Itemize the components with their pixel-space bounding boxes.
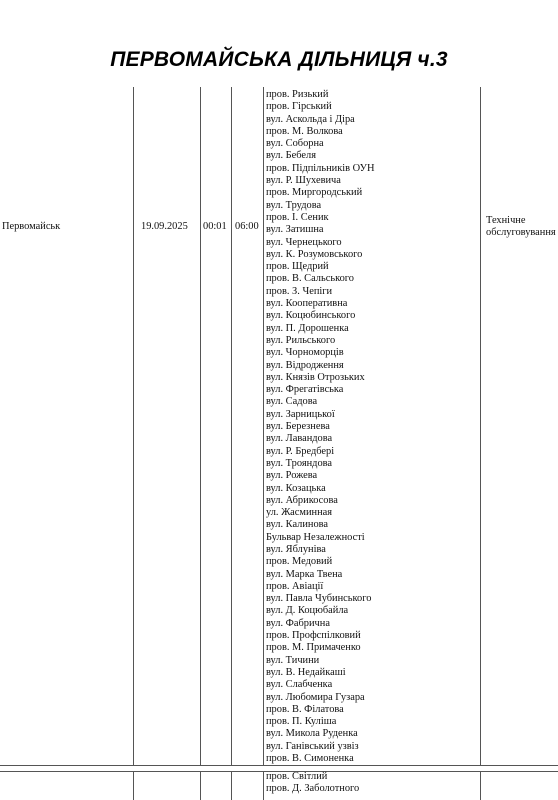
- street-item: вул. Трояндова: [266, 457, 333, 469]
- street-item: вул. Рильського: [266, 334, 336, 346]
- street-item: пров. Авіації: [266, 580, 324, 592]
- street-item: вул. Калинова: [266, 519, 329, 531]
- street-item: вул. Яблуніва: [266, 543, 326, 555]
- settlement-cell: Первомайськ: [2, 221, 61, 232]
- column-border: [231, 771, 232, 800]
- street-item: пров. Медовий: [266, 556, 333, 568]
- street-item: вул. П. Дорошенка: [266, 322, 349, 334]
- street-item: пров. В. Симоненка: [266, 753, 354, 765]
- street-item: вул. Чорноморців: [266, 347, 344, 359]
- street-item: вул. Тичини: [266, 654, 320, 666]
- street-item: вул. Трудова: [266, 199, 322, 211]
- street-item: вул. Р. Бредбері: [266, 445, 335, 457]
- street-item: вул. Марка Твена: [266, 568, 343, 580]
- street-item: вул. Микола Руденка: [266, 728, 358, 740]
- next-row-streets-list: [266, 771, 359, 796]
- street-item: вул. Абрикосова: [266, 494, 338, 506]
- street-item: вул. Кооперативна: [266, 298, 348, 310]
- column-border: [480, 771, 481, 800]
- street-item: вул. Затишна: [266, 224, 324, 236]
- street-item: вул. Чернецького: [266, 236, 342, 248]
- street-item: пров. В. Сальського: [266, 273, 355, 285]
- street-item: пров. Миргородський: [266, 187, 363, 199]
- street-item: вул. Павла Чубинського: [266, 593, 372, 605]
- column-border: [133, 771, 134, 800]
- street-item: вул. Бебеля: [266, 150, 316, 162]
- street-item: пров. М. Примаченко: [266, 642, 361, 654]
- street-item: вул. Зарницької: [266, 408, 335, 420]
- column-border: [133, 87, 134, 765]
- street-item: пров. П. Куліша: [266, 716, 337, 728]
- street-item: вул. Р. Шухевича: [266, 175, 341, 187]
- street-item: вул. Козацька: [266, 482, 326, 494]
- street-item: вул. Фрегатівська: [266, 384, 344, 396]
- column-border: [263, 771, 264, 800]
- street-item: вул. В. Недайкаші: [266, 666, 346, 678]
- street-item: вул. Любомира Гузара: [266, 691, 365, 703]
- street-item: Бульвар Незалежності: [266, 531, 365, 543]
- street-item: пров. Підпільників ОУН: [266, 162, 375, 174]
- column-border: [231, 87, 232, 765]
- street-item: вул. Відродження: [266, 359, 344, 371]
- street-item: вул. Д. Коцюбайла: [266, 605, 349, 617]
- street-item: вул. Садова: [266, 396, 318, 408]
- street-item: пров. З. Чепіги: [266, 285, 333, 297]
- street-item: пров. Гірський: [266, 101, 332, 113]
- street-item: вул. Соборна: [266, 138, 324, 150]
- column-border: [480, 87, 481, 765]
- street-item: вул. Коцюбинського: [266, 310, 356, 322]
- column-border: [200, 771, 201, 800]
- street-item: вул. Князів Отрозьких: [266, 371, 365, 383]
- street-item: пров. Ризький: [266, 89, 329, 100]
- time-to-cell: 06:00: [235, 221, 259, 232]
- street-item: вул. Рожева: [266, 470, 318, 482]
- column-border: [263, 87, 264, 765]
- street-item: пров. Профспілковий: [266, 630, 361, 642]
- street-item: пров. М. Волкова: [266, 125, 343, 137]
- date-cell: 19.09.2025: [141, 221, 188, 232]
- street-item: вул. Аскольда і Діра: [266, 113, 355, 125]
- time-from-cell: 00:01: [203, 221, 227, 232]
- street-item: вул. Слабченка: [266, 679, 333, 691]
- street-item: вул. Лавандова: [266, 433, 333, 445]
- street-item: вул. Фабрична: [266, 617, 330, 629]
- street-item: вул. К. Розумовського: [266, 248, 363, 260]
- street-item: пров. Світлий: [266, 771, 328, 782]
- street-item: пров. Щедрий: [266, 261, 329, 273]
- street-item: вул. Березнева: [266, 421, 330, 433]
- street-item: пров. І. Сеник: [266, 211, 329, 223]
- street-item: пров. В. Філатова: [266, 703, 344, 715]
- streets-list: [266, 89, 374, 765]
- street-item: вул. Ганівський узвіз: [266, 740, 359, 752]
- work-type-cell: Технічне обслуговування: [486, 215, 556, 239]
- page-title: ПЕРВОМАЙСЬКА ДІЛЬНИЦЯ ч.3: [110, 48, 448, 71]
- street-item: пров. Д. Заболотного: [266, 783, 360, 795]
- column-border: [200, 87, 201, 765]
- street-item: ул. Жасминная: [266, 507, 333, 519]
